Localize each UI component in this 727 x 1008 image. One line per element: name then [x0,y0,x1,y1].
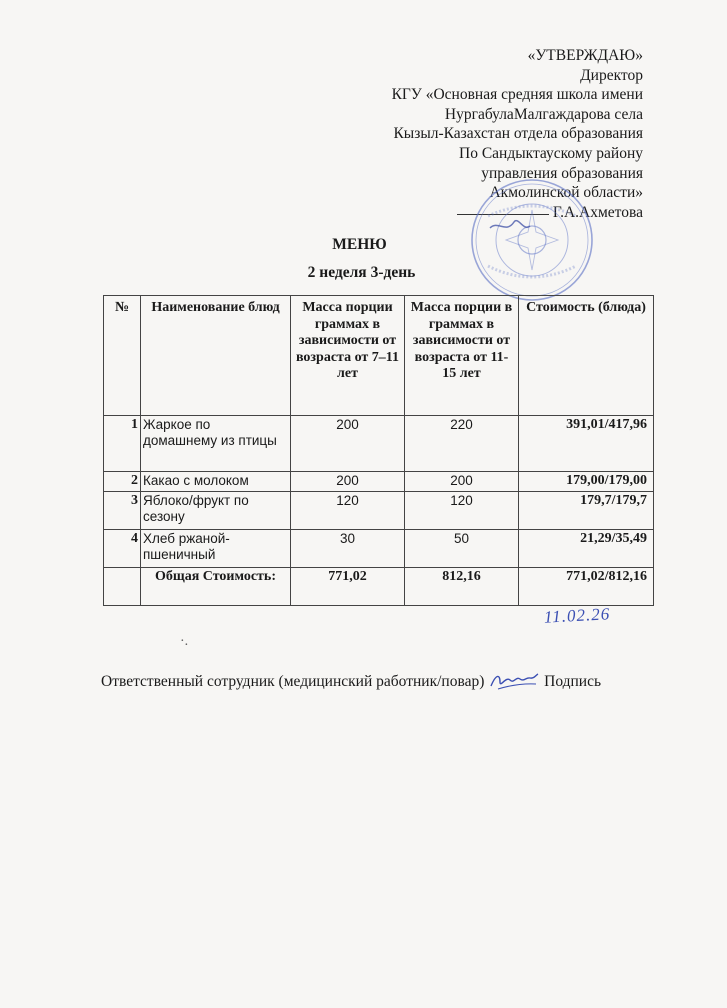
mass-11-15: 200 [405,472,519,492]
dish-name: Хлеб ржаной-пшеничный [141,530,291,568]
menu-table [103,295,654,606]
row-num: 3 [104,492,141,530]
responsible-line [101,670,601,692]
table-row [104,416,654,472]
signer-name: Г.А.Ахметова [552,203,643,221]
signature-icon [488,670,540,692]
total-empty-cell [104,568,141,606]
pen-dots: ·. [180,634,189,649]
mass-7-11: 200 [291,416,405,472]
approval-line: КГУ «Основная средняя школа имени [391,86,643,104]
row-num: 1 [104,416,141,472]
dish-cost: 179,7/179,7 [519,492,654,530]
responsible-text: Ответственный сотрудник (медицинский работник/повар) [101,673,485,690]
approval-line: Директор [580,66,643,84]
row-num: 2 [104,472,141,492]
total-cost: 771,02/812,16 [519,568,654,606]
total-row [104,568,654,606]
approval-line: управления образования [481,164,643,182]
table-row [104,472,654,492]
dish-name: Жаркое по домашнему из птицы [141,416,291,472]
handwritten-date: 11.02.26 [543,604,611,627]
header-mass-11-15: Масса порции в граммах в зависимости от возраста от 11-15 лет [405,296,519,416]
table-row [104,492,654,530]
dish-cost: 21,29/35,49 [519,530,654,568]
mass-11-15: 120 [405,492,519,530]
table-header-row [104,296,654,416]
approval-line: «УТВЕРЖДАЮ» [527,47,643,64]
approval-line: Кызыл-Казахстан отдела образования [393,125,643,143]
mass-7-11: 200 [291,472,405,492]
dish-cost: 391,01/417,96 [519,416,654,472]
mass-11-15: 220 [405,416,519,472]
row-num: 4 [104,530,141,568]
approval-line: НургабулаМалгаждарова села [444,105,643,123]
approval-line: Акмолинской области» [489,184,643,202]
total-mass-7-11: 771,02 [291,568,405,606]
dish-cost: 179,00/179,00 [519,472,654,492]
total-mass-11-15: 812,16 [405,568,519,606]
header-mass-7-11: Масса порции граммах в зависимости от возраста от 7–11 лет [291,296,405,416]
menu-title: МЕНЮ [332,236,387,253]
table-row [104,530,654,568]
header-cost: Стоимость (блюда) [519,296,654,416]
signature-label: Подпись [544,673,602,690]
dish-name: Какао с молоком [141,472,291,492]
approval-line: По Сандыктаускому району [459,144,643,162]
dish-name: Яблоко/фрукт по сезону [141,492,291,530]
header-name: Наименование блюд [141,296,291,416]
header-num: № [104,296,141,416]
mass-11-15: 50 [405,530,519,568]
menu-subtitle: 2 неделя 3-день [307,264,416,281]
mass-7-11: 30 [291,530,405,568]
mass-7-11: 120 [291,492,405,530]
total-label: Общая Стоимость: [141,568,291,606]
